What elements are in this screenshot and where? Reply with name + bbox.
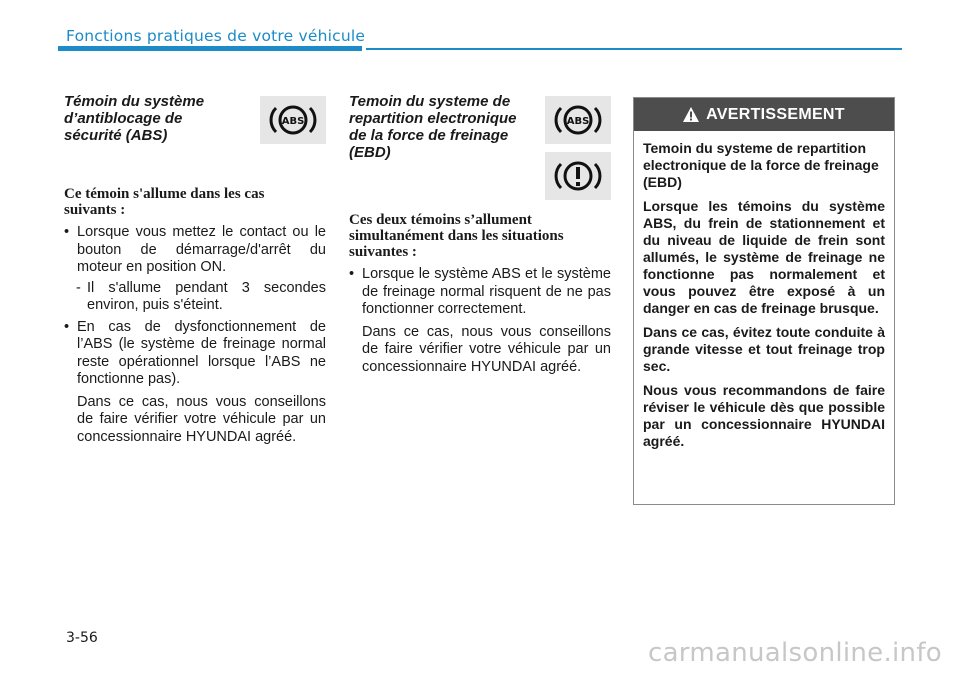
ebd-section-title: Temoin du systeme de repartition electronique de la force de freinage (EBD) [349,93,517,161]
header-divider-line [366,48,902,50]
page-number: 3-56 [66,630,98,646]
header-accent-bar [58,46,362,51]
abs-indicator-box [260,96,326,144]
abs-warning-icon [268,102,318,138]
abs-conditions-list [64,224,326,389]
list-item [64,319,326,389]
abs-section-title: Témoin du système d’antiblocage de sécurité (ABS) [64,93,205,144]
svg-text:ABS: ABS [281,116,305,127]
abs-section [64,93,326,446]
abs-bullet-2: En cas de dysfonctionnement de l’ABS (le système de freinage normal reste opérationnel lorsque l’ABS ne fonctionne pas). [77,318,326,387]
abs-advice-paragraph: Dans ce cas, nous vous conseillons de faire vérifier votre véhicule par un concessionnaire HYUNDAI agréé. [77,393,326,445]
warning-paragraph-1: Temoin du systeme de repartition electronique de la force de freinage (EBD) [643,140,879,190]
list-item [349,266,611,319]
abs-bullet-1: Lorsque vous mettez le contact ou le bouton de démarrage/d'arrêt du moteur en position ON. [77,224,326,275]
warning-paragraph-4: Nous vous recommandons de faire réviser le véhicule dès que possible par un concessionnaire HYUNDAI agréé. [643,382,885,449]
ebd-abs-indicator-box [545,96,611,144]
warning-triangle-icon [683,107,699,122]
section-header-title: Fonctions pratiques de votre véhicule [66,27,366,45]
abs-sub-text: Il s'allume pendant 3 secondes environ, puis s'éteint. [87,279,326,313]
ebd-conditions-list [349,266,611,319]
svg-text:ABS: ABS [566,116,590,127]
list-item [64,224,326,315]
warning-paragraph-3: Dans ce cas, évitez toute conduite à grande vitesse et tout freinage trop sec. [643,324,885,374]
ebd-advice-paragraph: Dans ce cas, nous vous conseillons de faire vérifier votre véhicule par un concessionnaire HYUNDAI agréé. [362,323,611,375]
ebd-bullet-1: Lorsque le système ABS et le système de freinage normal risquent de ne pas fonctionner correctement. [362,266,611,317]
abs-warning-icon [553,102,603,138]
warning-header [634,98,894,131]
ebd-conditions-heading: Ces deux témoins s’allument simultanément dans les situations suivantes : [349,212,564,260]
warning-body [634,131,894,450]
ebd-brake-indicator-box [545,152,611,200]
abs-sub-item [64,280,326,315]
abs-conditions-heading: Ce témoin s'allume dans les cas suivants : [64,186,265,218]
warning-paragraph-2: Lorsque les témoins du système ABS, du frein de stationnement et du niveau de liquide de frein sont allumés, le système de freinage ne fonctionne pas normalement et vous pouvez être exposé à un danger en cas de freinage brusque. [643,198,885,316]
dash-marker: - [76,279,81,296]
brake-warning-icon [553,158,603,194]
warning-label: AVERTISSEMENT [706,105,845,123]
warning-box [633,97,895,505]
watermark: carmanualsonline.info [647,638,942,668]
